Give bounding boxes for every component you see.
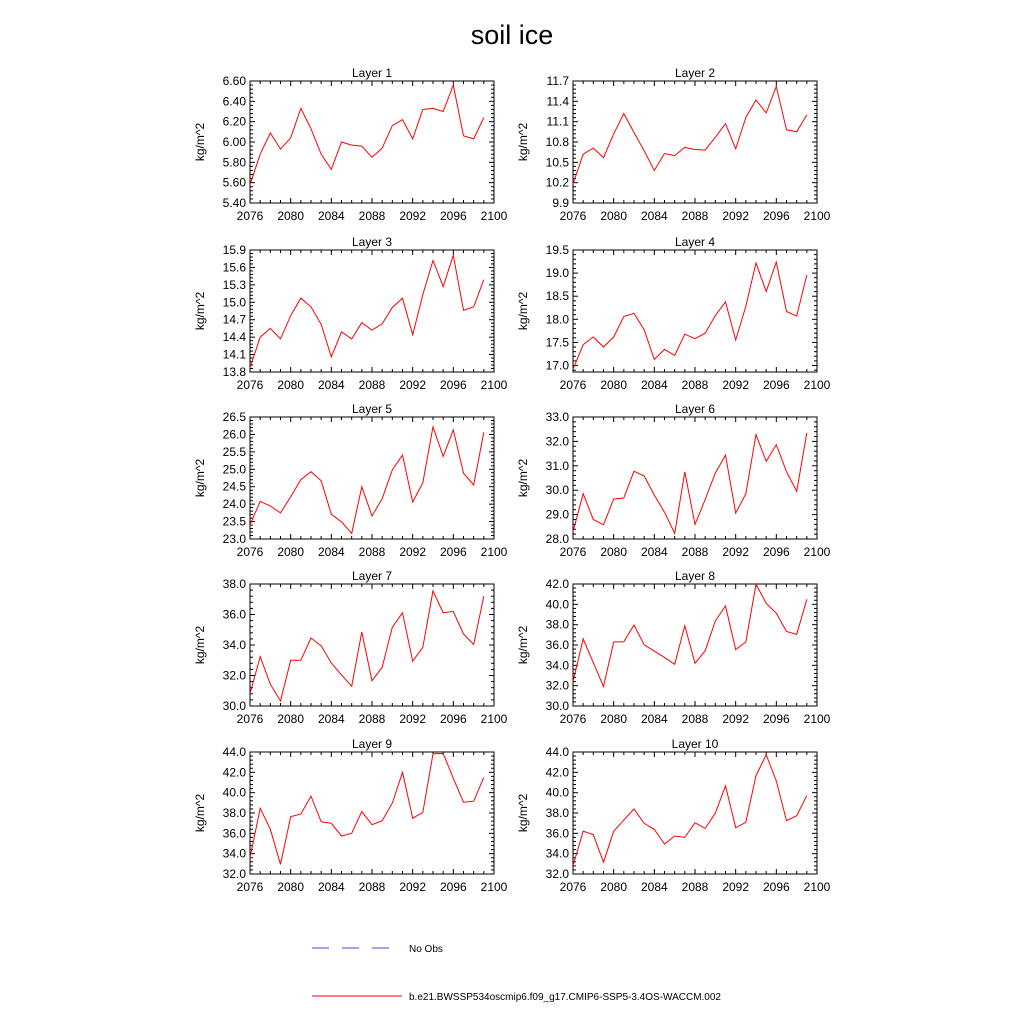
y-axis-label: kg/m^2 [193, 122, 207, 162]
panel-layer-10 [516, 737, 831, 894]
y-tick-label: 32.0 [545, 678, 569, 693]
y-tick-label: 32.0 [545, 867, 569, 881]
x-tick-label: 2076 [236, 209, 264, 223]
y-tick-label: 18.0 [545, 312, 569, 327]
y-tick-label: 23.5 [222, 514, 246, 529]
y-tick-label: 15.9 [222, 243, 246, 257]
x-tick-label: 2096 [762, 880, 790, 894]
y-tick-label: 14.1 [222, 347, 246, 362]
x-tick-label: 2084 [317, 545, 345, 559]
x-tick-label: 2088 [358, 880, 386, 894]
series-line [250, 591, 484, 701]
y-tick-label: 34.0 [222, 638, 246, 652]
x-tick-label: 2084 [317, 712, 345, 726]
y-tick-label: 28.0 [545, 532, 569, 546]
x-tick-label: 2088 [681, 712, 709, 726]
panel-layer-3 [193, 235, 508, 392]
y-tick-label: 33.0 [545, 410, 569, 424]
x-tick-label: 2096 [439, 209, 467, 223]
plot-frame [250, 417, 494, 539]
plot-frame [573, 584, 817, 706]
x-tick-label: 2092 [399, 712, 427, 726]
y-tick-label: 31.0 [545, 458, 569, 473]
y-tick-label: 40.0 [545, 597, 569, 612]
y-axis-label: kg/m^2 [193, 291, 207, 331]
panel-title: Layer 9 [351, 737, 393, 751]
x-tick-label: 2076 [236, 545, 264, 559]
y-tick-label: 44.0 [545, 745, 569, 759]
y-tick-label: 11.7 [546, 74, 569, 88]
y-tick-label: 32.0 [545, 434, 569, 449]
y-tick-label: 13.8 [222, 365, 246, 379]
panels-group [193, 66, 831, 894]
y-tick-label: 11.1 [546, 114, 569, 129]
x-tick-label: 2076 [559, 880, 587, 894]
x-tick-label: 2088 [681, 545, 709, 559]
x-tick-label: 2084 [640, 545, 668, 559]
x-tick-label: 2080 [277, 378, 305, 392]
x-tick-label: 2092 [722, 209, 750, 223]
x-tick-label: 2088 [358, 712, 386, 726]
y-tick-label: 6.60 [222, 74, 246, 88]
x-tick-label: 2084 [640, 880, 668, 894]
x-tick-label: 2084 [640, 712, 668, 726]
y-tick-label: 15.3 [222, 277, 246, 292]
y-tick-label: 36.0 [545, 638, 569, 652]
x-tick-label: 2100 [803, 209, 831, 223]
y-tick-label: 42.0 [222, 765, 246, 780]
x-tick-label: 2100 [803, 880, 831, 894]
series-line [250, 754, 484, 865]
panel-layer-8 [516, 569, 831, 726]
panel-layer-4 [516, 235, 831, 392]
y-tick-label: 23.0 [222, 532, 246, 546]
panel-layer-5 [193, 402, 508, 559]
y-tick-label: 6.00 [222, 135, 246, 149]
y-tick-label: 10.2 [545, 175, 569, 190]
y-tick-label: 18.5 [545, 289, 569, 304]
y-axis-label: kg/m^2 [193, 458, 207, 498]
y-tick-label: 6.20 [222, 114, 246, 129]
y-tick-label: 32.0 [222, 668, 246, 683]
y-tick-label: 38.0 [222, 806, 246, 820]
x-tick-label: 2084 [317, 378, 345, 392]
y-axis-label: kg/m^2 [516, 291, 530, 331]
x-tick-label: 2100 [480, 378, 508, 392]
y-tick-label: 26.0 [222, 427, 246, 442]
y-tick-label: 44.0 [222, 745, 246, 759]
y-tick-label: 5.40 [222, 196, 246, 210]
panel-layer-6 [516, 402, 831, 559]
y-tick-label: 34.0 [545, 658, 569, 673]
y-tick-label: 19.5 [545, 243, 569, 257]
x-tick-label: 2080 [600, 712, 628, 726]
x-tick-label: 2088 [358, 209, 386, 223]
legend-run-label: b.e21.BWSSP534oscmip6.f09_g17.CMIP6-SSP5-3.4OS-WACCM.002 [409, 992, 721, 1003]
x-tick-label: 2084 [640, 378, 668, 392]
y-axis-label: kg/m^2 [516, 793, 530, 833]
x-tick-label: 2076 [236, 712, 264, 726]
y-tick-label: 25.5 [222, 444, 246, 459]
y-tick-label: 40.0 [222, 785, 246, 800]
y-axis-label: kg/m^2 [516, 122, 530, 162]
x-tick-label: 2100 [803, 712, 831, 726]
x-tick-label: 2080 [600, 378, 628, 392]
x-tick-label: 2092 [722, 712, 750, 726]
series-line [573, 584, 807, 686]
y-tick-label: 42.0 [545, 765, 569, 780]
y-tick-label: 5.80 [222, 155, 246, 170]
plot-frame [573, 417, 817, 539]
x-tick-label: 2080 [277, 880, 305, 894]
y-tick-label: 36.0 [222, 607, 246, 622]
plot-frame [573, 752, 817, 874]
legend-no-obs-label: No Obs [409, 944, 443, 955]
series-line [573, 262, 807, 369]
series-line [250, 85, 484, 185]
plot-frame [250, 250, 494, 372]
x-tick-label: 2096 [762, 712, 790, 726]
x-tick-label: 2076 [559, 209, 587, 223]
y-tick-label: 38.0 [545, 617, 569, 632]
y-tick-label: 17.0 [545, 358, 569, 373]
x-tick-label: 2084 [317, 209, 345, 223]
y-tick-label: 38.0 [222, 577, 246, 591]
x-tick-label: 2100 [480, 712, 508, 726]
y-tick-label: 10.8 [545, 135, 569, 149]
panel-title: Layer 10 [671, 737, 719, 751]
y-tick-label: 19.0 [545, 266, 569, 281]
panel-layer-7 [193, 569, 508, 726]
panel-title: Layer 8 [674, 569, 716, 583]
x-tick-label: 2096 [762, 209, 790, 223]
panel-title: Layer 6 [674, 402, 716, 416]
panel-layer-1 [193, 66, 508, 223]
y-axis-label: kg/m^2 [193, 793, 207, 833]
x-tick-label: 2092 [399, 209, 427, 223]
x-tick-label: 2080 [277, 712, 305, 726]
x-tick-label: 2096 [439, 545, 467, 559]
x-tick-label: 2088 [681, 880, 709, 894]
series-line [573, 86, 807, 184]
x-tick-label: 2092 [722, 545, 750, 559]
x-tick-label: 2076 [559, 712, 587, 726]
y-tick-label: 34.0 [222, 846, 246, 861]
y-tick-label: 24.5 [222, 479, 246, 494]
x-tick-label: 2076 [236, 378, 264, 392]
y-tick-label: 15.0 [222, 295, 246, 310]
x-tick-label: 2100 [803, 378, 831, 392]
y-tick-label: 34.0 [545, 846, 569, 861]
y-tick-label: 11.4 [546, 94, 569, 109]
y-tick-label: 26.5 [222, 410, 246, 424]
x-tick-label: 2076 [559, 545, 587, 559]
y-tick-label: 40.0 [545, 785, 569, 800]
series-line [250, 255, 484, 368]
y-tick-label: 42.0 [545, 577, 569, 591]
x-tick-label: 2080 [600, 209, 628, 223]
x-tick-label: 2092 [722, 880, 750, 894]
panel-layer-9 [193, 737, 508, 894]
y-tick-label: 29.0 [545, 507, 569, 522]
panel-title: Layer 7 [351, 569, 393, 583]
y-tick-label: 14.7 [222, 312, 246, 327]
panel-title: Layer 5 [351, 402, 393, 416]
y-tick-label: 30.0 [545, 483, 569, 498]
x-tick-label: 2088 [358, 545, 386, 559]
series-line [250, 427, 484, 534]
plot-frame [573, 250, 817, 372]
x-tick-label: 2092 [399, 545, 427, 559]
x-tick-label: 2088 [681, 209, 709, 223]
y-tick-label: 30.0 [222, 699, 246, 713]
y-tick-label: 24.0 [222, 497, 246, 512]
y-tick-label: 38.0 [545, 806, 569, 820]
panel-title: Layer 4 [674, 235, 716, 249]
x-tick-label: 2080 [600, 880, 628, 894]
x-tick-label: 2100 [803, 545, 831, 559]
x-tick-label: 2096 [439, 378, 467, 392]
x-tick-label: 2096 [439, 712, 467, 726]
x-tick-label: 2100 [480, 545, 508, 559]
x-tick-label: 2088 [681, 378, 709, 392]
x-tick-label: 2096 [762, 378, 790, 392]
y-axis-label: kg/m^2 [193, 625, 207, 665]
panel-layer-2 [516, 66, 831, 223]
y-tick-label: 6.40 [222, 94, 246, 109]
series-line [573, 433, 807, 534]
panel-title: Layer 3 [351, 235, 393, 249]
plot-frame [250, 752, 494, 874]
y-tick-label: 14.4 [222, 330, 246, 345]
x-tick-label: 2096 [762, 545, 790, 559]
x-tick-label: 2080 [277, 209, 305, 223]
y-tick-label: 10.5 [545, 155, 569, 170]
y-tick-label: 36.0 [222, 826, 246, 841]
y-tick-label: 30.0 [545, 699, 569, 713]
y-tick-label: 5.60 [222, 175, 246, 190]
y-tick-label: 15.6 [222, 260, 246, 275]
panel-title: Layer 2 [674, 66, 716, 80]
x-tick-label: 2100 [480, 880, 508, 894]
x-tick-label: 2092 [722, 378, 750, 392]
figure-title: soil ice [470, 20, 554, 50]
plot-frame [250, 584, 494, 706]
x-tick-label: 2076 [559, 378, 587, 392]
y-tick-label: 32.0 [222, 867, 246, 881]
series-line [573, 755, 807, 866]
y-axis-label: kg/m^2 [516, 458, 530, 498]
x-tick-label: 2092 [399, 378, 427, 392]
y-tick-label: 9.9 [552, 196, 569, 210]
x-tick-label: 2084 [640, 209, 668, 223]
x-tick-label: 2100 [480, 209, 508, 223]
plot-frame [573, 81, 817, 203]
panel-title: Layer 1 [351, 66, 393, 80]
y-axis-label: kg/m^2 [516, 625, 530, 665]
x-tick-label: 2080 [600, 545, 628, 559]
x-tick-label: 2088 [358, 378, 386, 392]
x-tick-label: 2084 [317, 880, 345, 894]
y-tick-label: 36.0 [545, 826, 569, 841]
x-tick-label: 2096 [439, 880, 467, 894]
x-tick-label: 2092 [399, 880, 427, 894]
y-tick-label: 17.5 [545, 335, 569, 350]
y-tick-label: 25.0 [222, 462, 246, 477]
x-tick-label: 2080 [277, 545, 305, 559]
legend [312, 944, 721, 1003]
x-tick-label: 2076 [236, 880, 264, 894]
